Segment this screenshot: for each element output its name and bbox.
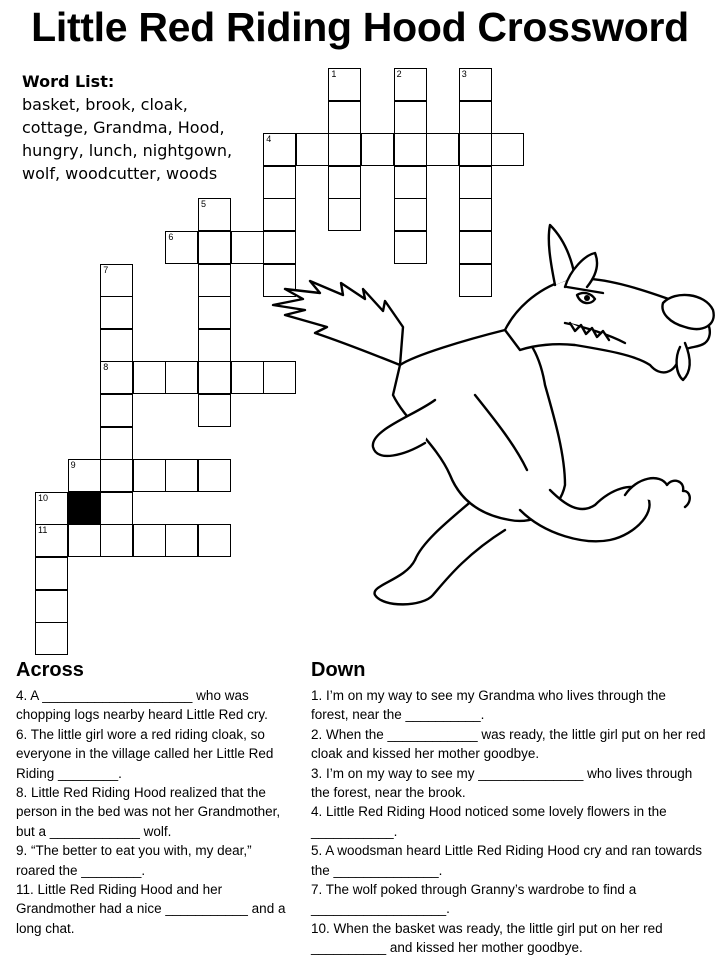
crossword-cell[interactable] <box>394 68 427 101</box>
across-clue-8: 8. Little Red Riding Hood realized that the person in the bed was not her Grandmother, but a ____________ wolf. <box>16 785 281 839</box>
down-clue-1: 1. I’m on my way to see my Grandma who lives through the forest, near the __________. <box>311 688 666 723</box>
clue-number: 11 <box>38 525 48 536</box>
crossword-cell[interactable] <box>133 524 166 557</box>
crossword-cell[interactable] <box>35 557 68 590</box>
crossword-cell[interactable] <box>231 231 264 264</box>
clue-number: 1 <box>331 69 337 79</box>
word-list-line: cottage, Grandma, Hood, <box>22 118 225 137</box>
crossword-cell[interactable] <box>198 296 231 329</box>
crossword-cell[interactable] <box>198 264 231 297</box>
down-clue-4: 4. Little Red Riding Hood noticed some lovely flowers in the ___________. <box>311 804 667 839</box>
clue-number: 9 <box>70 460 76 471</box>
crossword-cell[interactable] <box>100 394 133 427</box>
across-clue-6: 6. The little girl wore a red riding cloak, so everyone in the village called her Little Red Riding ________. <box>16 726 274 781</box>
crossword-cell[interactable] <box>198 198 231 231</box>
down-clue-2: 2. When the ____________ was ready, the little girl put on her red cloak and kissed her mother goodbye. <box>311 726 706 762</box>
crossword-cell[interactable] <box>165 524 198 557</box>
down-clue-10: 10. When the basket was ready, the little girl put on her red __________ and kissed her mother goodbye. <box>311 920 663 956</box>
crossword-cell[interactable] <box>68 459 101 492</box>
wolf-drawing-icon <box>265 215 720 615</box>
crossword-cell[interactable] <box>100 296 133 329</box>
crossword-cell[interactable] <box>328 166 361 199</box>
crossword-cell[interactable] <box>35 622 68 655</box>
crossword-cell[interactable] <box>394 166 427 199</box>
down-clue-7: 7. The wolf poked through Granny’s wardrobe to find a __________________. <box>311 882 637 917</box>
across-clue-4: 4. A ____________________ who was chopping logs nearby heard Little Red cry. <box>16 688 268 723</box>
crossword-cell[interactable] <box>361 133 394 166</box>
crossword-cell[interactable] <box>198 231 231 264</box>
crossword-cell[interactable] <box>165 459 198 492</box>
down-clue-3: 3. I’m on my way to see my ______________ who lives through the forest, near the brook. <box>311 765 693 801</box>
down-clues <box>311 658 706 958</box>
across-clues <box>16 658 291 938</box>
crossword-cell[interactable] <box>328 101 361 134</box>
crossword-cell[interactable] <box>100 329 133 362</box>
clue-number: 10 <box>38 492 49 503</box>
crossword-cell[interactable] <box>133 361 166 394</box>
crossword-cell[interactable] <box>35 492 68 525</box>
across-heading: Across <box>16 659 84 681</box>
crossword-cell[interactable] <box>459 166 492 199</box>
crossword-cell[interactable] <box>328 133 361 166</box>
word-list-line: basket, brook, cloak, <box>22 95 188 114</box>
crossword-cell[interactable] <box>35 590 68 623</box>
word-list-label: Word List: <box>22 72 115 91</box>
crossword-cell[interactable] <box>263 133 296 166</box>
crossword-cell[interactable] <box>491 133 524 166</box>
crossword-cell[interactable] <box>198 524 231 557</box>
crossword-cell[interactable] <box>68 524 101 557</box>
word-list-line: wolf, woodcutter, woods <box>22 164 218 183</box>
clue-number: 8 <box>103 362 109 373</box>
crossword-cell[interactable] <box>231 361 264 394</box>
clue-number: 5 <box>201 199 207 210</box>
crossword-cell[interactable] <box>263 166 296 199</box>
crossword-cell[interactable] <box>198 459 231 492</box>
crossword-blocked-cell <box>68 492 101 525</box>
crossword-cell[interactable] <box>165 231 198 264</box>
page-title: Little Red Riding Hood Crossword <box>31 4 689 50</box>
clue-number: 2 <box>396 69 402 79</box>
crossword-cell[interactable] <box>459 133 492 166</box>
crossword-cell[interactable] <box>459 68 492 101</box>
crossword-cell[interactable] <box>394 133 427 166</box>
crossword-cell[interactable] <box>394 101 427 134</box>
down-clue-5: 5. A woodsman heard Little Red Riding Hood cry and ran towards the ______________. <box>311 843 702 878</box>
crossword-cell[interactable] <box>198 361 231 394</box>
crossword-cell[interactable] <box>100 427 133 460</box>
crossword-cell[interactable] <box>133 459 166 492</box>
crossword-cell[interactable] <box>100 524 133 557</box>
crossword-cell[interactable] <box>100 492 133 525</box>
crossword-cell[interactable] <box>198 329 231 362</box>
across-clue-11: 11. Little Red Riding Hood and her Grandmother had a nice ___________ and a long chat. <box>16 882 286 936</box>
across-clue-9: 9. “The better to eat you with, my dear,” roared the ________. <box>16 843 252 878</box>
crossword-cell[interactable] <box>328 68 361 101</box>
crossword-cell[interactable] <box>198 394 231 427</box>
word-list-line: hungry, lunch, nightgown, <box>22 141 233 160</box>
clue-number: 6 <box>168 232 174 242</box>
crossword-cell[interactable] <box>35 524 68 557</box>
down-heading: Down <box>311 659 366 681</box>
crossword-cell[interactable] <box>165 361 198 394</box>
clue-number: 4 <box>266 134 272 145</box>
clue-number: 3 <box>461 69 467 79</box>
crossword-cell[interactable] <box>100 264 133 297</box>
crossword-cell[interactable] <box>459 101 492 134</box>
clue-number: 7 <box>103 264 109 275</box>
crossword-cell[interactable] <box>100 459 133 492</box>
crossword-cell[interactable] <box>100 361 133 394</box>
crossword-cell[interactable] <box>296 133 329 166</box>
crossword-cell[interactable] <box>426 133 459 166</box>
